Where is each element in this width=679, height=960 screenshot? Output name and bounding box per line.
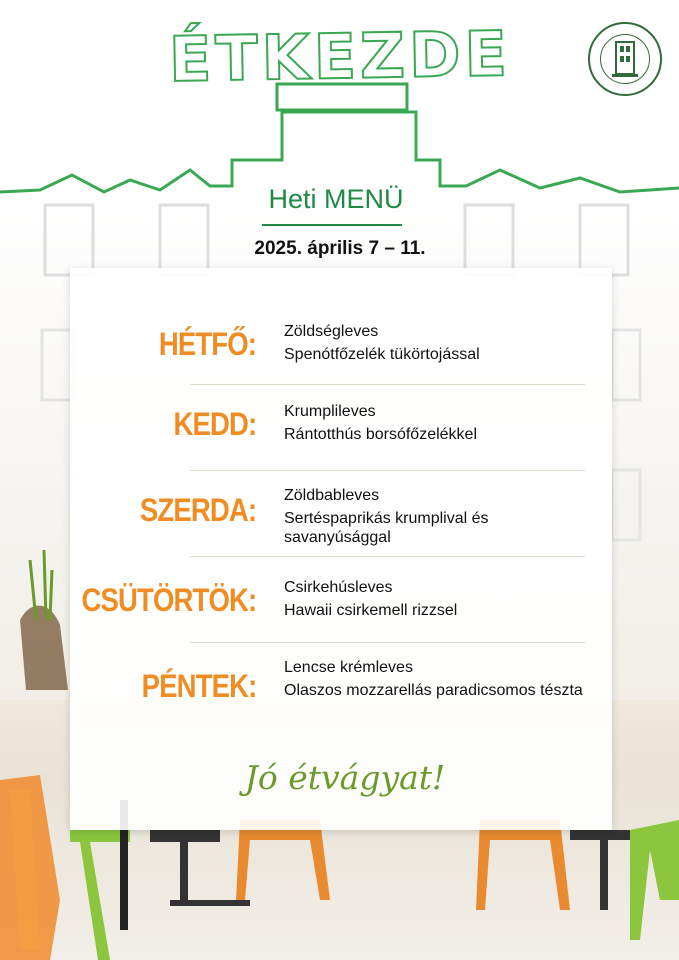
divider: [190, 470, 585, 471]
dish-item: Krumplileves: [284, 403, 376, 420]
seal-building-icon: [590, 24, 660, 94]
weekly-menu-subtitle: Heti MENÜ: [268, 184, 404, 214]
dish-item: Sertéspaprikás krumplival és savanyúsággal: [284, 510, 489, 546]
dish-list: [284, 578, 604, 624]
divider: [190, 384, 585, 385]
dish-item: Rántotthús borsófőzelékkel: [284, 426, 477, 443]
subtitle-underline: [262, 224, 402, 226]
dish-list: [284, 322, 604, 368]
dish-item: Spenótfőzelék tükörtojással: [284, 346, 480, 363]
school-seal-icon: [588, 22, 662, 96]
day-name: PÉNTEK:: [141, 668, 256, 704]
dish-list: [284, 486, 604, 551]
dish-item: Csirkehúsleves: [284, 579, 393, 596]
dish-item: Hawaii csirkemell rizzsel: [284, 602, 458, 619]
menu-date-range: 2025. április 7 – 11.: [254, 238, 426, 259]
divider: [190, 642, 585, 643]
page-title: ÉTKEZDE: [168, 17, 512, 96]
divider: [190, 556, 585, 557]
dish-item: Zöldbableves: [284, 487, 380, 504]
dish-list: [284, 402, 604, 448]
dish-item: Olaszos mozzarellás paradicsomos tészta: [284, 682, 583, 699]
dish-list: [284, 658, 604, 704]
bon-appetit-footer: Jó étvágyat!: [244, 758, 446, 797]
day-name: CSÜTÖRTÖK:: [81, 582, 256, 618]
menu-card: [70, 268, 612, 830]
day-name: SZERDA:: [139, 492, 256, 528]
day-name: KEDD:: [173, 406, 256, 442]
dish-item: Zöldségleves: [284, 323, 379, 340]
dish-item: Lencse krémleves: [284, 659, 413, 676]
day-name: HÉTFŐ:: [158, 326, 256, 362]
